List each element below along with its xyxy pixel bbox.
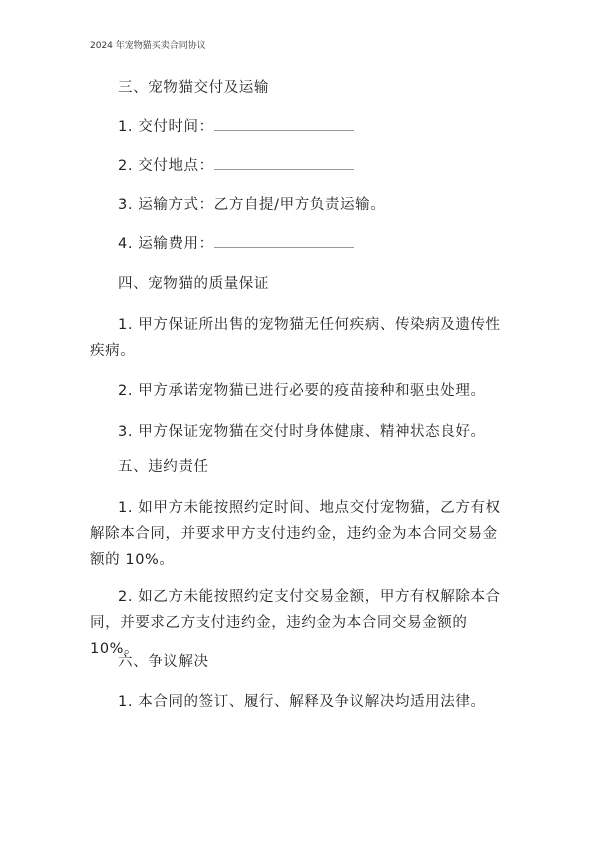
section-heading: 三、宠物猫交付及运输	[118, 80, 269, 96]
delivery-place-blank[interactable]	[214, 155, 354, 170]
clause	[90, 114, 508, 140]
clause: 1. 如甲方未能按照约定时间、地点交付宠物猫，乙方有权解除本合同，并要求甲方支付违约金，违约金为本合同交易金额的 10%。	[90, 500, 501, 568]
page-header: 2024 年宠物猫买卖合同协议	[90, 41, 206, 51]
clause: 2. 如乙方未能按照约定支付交易金额，甲方有权解除本合同，并要求乙方支付违约金，违约金为本合同交易金额的 10%。	[90, 589, 501, 657]
clause: 1. 甲方保证所出售的宠物猫无任何疾病、传染病及遗传性疾病。	[90, 317, 501, 359]
clause: 3. 甲方保证宠物猫在交付时身体健康、精神状态良好。	[118, 424, 486, 440]
clause: 2. 甲方承诺宠物猫已进行必要的疫苗接种和驱虫处理。	[118, 383, 486, 399]
clause-label: 4. 运输费用：	[118, 236, 214, 252]
section-heading: 四、宠物猫的质量保证	[118, 276, 269, 292]
delivery-time-blank[interactable]	[214, 116, 354, 131]
clause-label: 1. 交付时间：	[118, 119, 214, 135]
clause-label: 2. 交付地点：	[118, 158, 214, 174]
section-heading: 五、违约责任	[118, 459, 209, 475]
section-heading: 六、争议解决	[118, 654, 209, 670]
transport-fee-blank[interactable]	[214, 233, 354, 248]
clause	[90, 231, 508, 257]
clause: 1. 本合同的签订、履行、解释及争议解决均适用法律。	[118, 694, 486, 710]
clause	[90, 153, 508, 179]
clause: 3. 运输方式：乙方自提/甲方负责运输。	[118, 197, 386, 213]
